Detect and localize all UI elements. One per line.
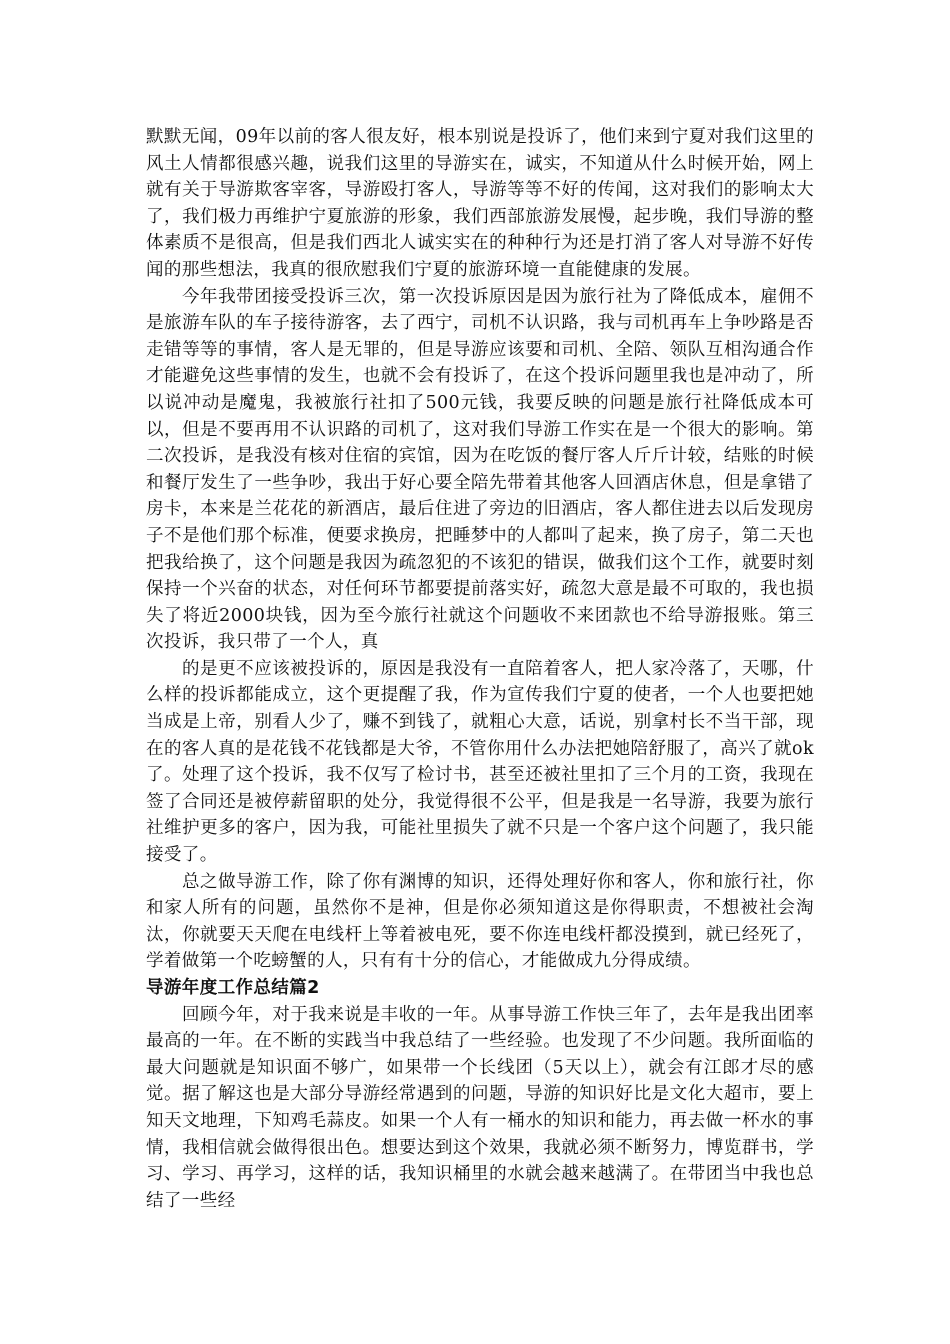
paragraph-3: 的是更不应该被投诉的，原因是我没有一直陪着客人，把人家冷落了，天哪，什么样的投诉都能成立，这个更提醒了我，作为宣传我们宁夏的使者，一个人也要把她当成是上帝，别看人少了，赚不到钱了，就粗心大意，话说，别拿村长不当干部，现在的客人真的是花钱不花钱都是大爷，不管你用什么办法把她陪舒服了，高兴了就ok了。处理了这个投诉，我不仅写了检讨书，甚至还被社里扣了三个月的工资，我现在签了合同还是被停薪留职的处分，我觉得很不公平，但是我是一名导游，我要为旅行社维护更多的客户，因为我，可能社里损失了就不只是一个客户这个问题了，我只能接受了。 bbox=[146, 658, 814, 866]
paragraph-2: 今年我带团接受投诉三次，第一次投诉原因是因为旅行社为了降低成本，雇佣不是旅游车队的车子接待游客，去了西宁，司机不认识路，我与司机再车上争吵路是否走错等等的事情，客人是无罪的，但是导游应该要和司机、全陪、领队互相沟通合作才能避免这些事情的发生，也就不会有投诉了，在这个投诉问题里我也是冲动了，所以说冲动是魔鬼，我被旅行社扣了500元钱，我要反映的问题是旅行社降低成本可以，但是不要再用不认识路的司机了，这对我们导游工作实在是一个很大的影响。第二次投诉，是我没有核对住宿的宾馆，因为在吃饭的餐厅客人斤斤计较，结账的时候和餐厅发生了一些争吵，我出于好心要全陪先带着其他客人回酒店休息，但是拿错了房卡，本来是兰花花的新酒店，最后住进了旁边的旧酒店，客人都住进去以后发现房子不是他们那个标准，便要求换房，把睡梦中的人都叫了起来，换了房子，第二天也把我给换了，这个问题是我因为疏忽犯的不该犯的错误，做我们这个工作，就要时刻保持一个兴奋的状态，对任何环节都要提前落实好，疏忽大意是最不可取的，我也损失了将近2000块钱，因为至今旅行社就这个问题收不来团款也不给导游报账。第三次投诉，我只带了一个人，真 bbox=[146, 286, 814, 653]
paragraph-1: 默默无闻，09年以前的客人很友好，根本别说是投诉了，他们来到宁夏对我们这里的风土人情都很感兴趣，说我们这里的导游实在，诚实，不知道从什么时候开始，网上就有关于导游欺客宰客，导游殴打客人，导游等等不好的传闻，这对我们的影响太大了，我们极力再维护宁夏旅游的形象，我们西部旅游发展慢，起步晚，我们导游的整体素质不是很高，但是我们西北人诚实实在的种种行为还是打消了客人对导游不好传闻的那些想法，我真的很欣慰我们宁夏的旅游环境一直能健康的发展。 bbox=[146, 127, 814, 280]
section-heading: 导游年度工作总结篇2 bbox=[146, 978, 320, 998]
paragraph-4: 总之做导游工作，除了你有渊博的知识，还得处理好你和客人，你和旅行社，你和家人所有的问题，虽然你不是神，但是你必须知道这是你得职责，不想被社会淘汰，你就要天天爬在电线杆上等着被电死，要不你连电线杆都没摸到，就已经死了，学着做第一个吃螃蟹的人，只有有十分的信心，才能做成九分得成绩。 bbox=[146, 871, 814, 972]
paragraph-5: 回顾今年，对于我来说是丰收的一年。从事导游工作快三年了，去年是我出团率最高的一年。在不断的实践当中我总结了一些经验。也发现了不少问题。我所面临的最大问题就是知识面不够广，如果带一个长线团（5天以上），就会有江郎才尽的感觉。据了解这也是大部分导游经常遇到的问题，导游的知识好比是文化大超市，要上知天文地理，下知鸡毛蒜皮。如果一个人有一桶水的知识和能力，再去做一杯水的事情，我相信就会做得很出色。想要达到这个效果，我就必须不断努力，博览群书，学习、学习、再学习，这样的话，我知识桶里的水就会越来越满了。在带团当中我也总结了一些经 bbox=[146, 1004, 814, 1211]
document-page bbox=[146, 124, 814, 1214]
